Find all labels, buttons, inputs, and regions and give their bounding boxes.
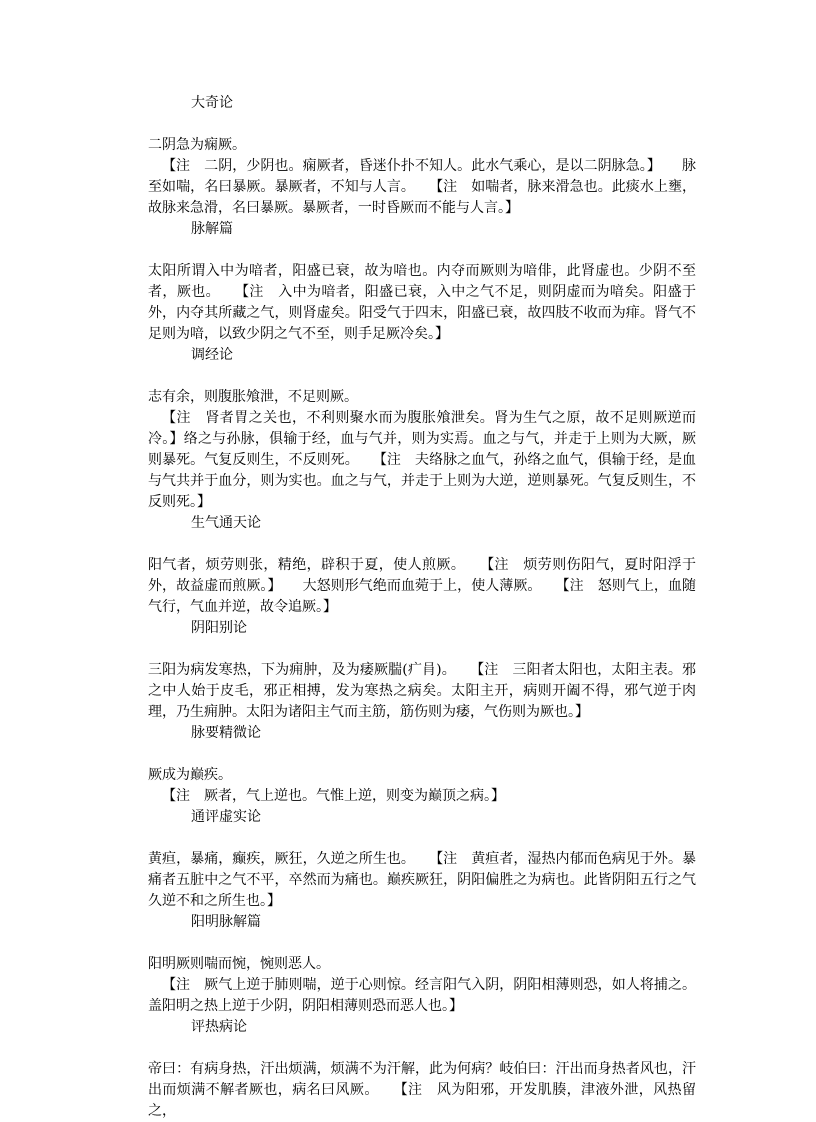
section-heading: 阴阳别论: [191, 620, 247, 636]
section-pingrebing: [148, 1017, 696, 1122]
section-yinyang-bie: [148, 618, 696, 723]
section-heading: 脉解篇: [191, 221, 233, 237]
section-maijie: [148, 219, 696, 345]
paragraph: 阳气者，烦劳则张，精绝，辟积于夏，使人煎厥。 【注 烦劳则伤阳气，夏时阳浮于外，故益虚而煎厥。】 大怒则形气绝而血菀于上，使人薄厥。 【注 怒则气上，血随气行，气血并逆，故令追厥。】: [148, 557, 696, 615]
blank-line: [148, 114, 696, 135]
section-heading: 脉要精微论: [191, 725, 261, 741]
blank-line: [148, 828, 696, 849]
section-tiaojing: [148, 345, 696, 513]
section-heading: 阳明脉解篇: [191, 914, 261, 930]
paragraph: 【注 厥气上逆于肺则喘，逆于心则惊。经言阳气入阴，阴阳相薄则恐，如人将捕之。盖阳明之热上逆于少阴，阴阳相薄则恐而恶人也。】: [148, 977, 696, 1014]
paragraph: 【注 肾者胃之关也，不利则聚水而为腹胀飧泄矣。肾为生气之原，故不足则厥逆而冷。】络之与孙脉，俱输于经，血与气并，则为实焉。血之与气，并走于上则为大厥，厥则暴死。气复反则生，不反则死。 【注 夫络脉之血气，孙络之血气，俱输于经，是血与气共并于血分，则为实也。血之与气，并走于上则为大逆，逆则暴死。气复反则生，不反则死。】: [148, 410, 696, 510]
paragraph: 三阳为病发寒热，下为痈肿，及为痿厥腨(疒肙)。 【注 三阳者太阳也，太阳主表。邪之中人始于皮毛，邪正相搏，发为寒热之病矣。太阳主开，病则开阖不得，邪气逆于肉理，乃生痈肿。太阳为诸阳主气而主筋，筋伤则为痿，气伤则为厥也。】: [148, 662, 696, 720]
section-heading: 调经论: [191, 347, 233, 363]
section-maiyao-jingwei: [148, 723, 696, 807]
section-daqi: [148, 93, 696, 219]
blank-line: [148, 240, 696, 261]
paragraph: 黄疸，暴痛，癫疾，厥狂，久逆之所生也。 【注 黄疸者，湿热内郁而色病见于外。暴痛者五脏中之气不平，卒然而为痛也。巅疾厥狂，阴阳偏胜之为病也。此皆阴阳五行之气久逆不和之所生也。】: [148, 851, 696, 909]
section-yangming-maijie: [148, 912, 696, 1017]
blank-line: [148, 933, 696, 954]
paragraph: 阳明厥则喘而惋，惋则恶人。: [148, 956, 330, 972]
paragraph: 二阴急为痫厥。: [148, 137, 246, 153]
section-shengqi-tongtian: [148, 513, 696, 618]
section-heading: 大奇论: [191, 95, 233, 111]
paragraph: 【注 厥者，气上逆也。气惟上逆，则变为巅顶之病。】: [162, 788, 505, 804]
paragraph: 帝曰：有病身热，汗出烦满，烦满不为汗解，此为何病？岐伯曰：汗出而身热者风也，汗出而烦满不解者厥也，病名曰风厥。 【注 风为阳邪，开发肌腠，津液外泄，风热留之，: [148, 1061, 696, 1119]
blank-line: [148, 744, 696, 765]
blank-line: [148, 366, 696, 387]
paragraph: 太阳所谓入中为喑者，阳盛已衰，故为喑也。内夺而厥则为喑俳，此肾虚也。少阴不至者，厥也。 【注 入中为喑者，阳盛已衰，入中之气不足，则阴虚而为喑矣。阳盛于外，内夺其所藏之气，则肾虚矣。阳受气于四末，阳盛已衰，故四肢不收而为痱。肾气不足则为喑，以致少阴之气不至，则手足厥冷矣。】: [148, 263, 696, 342]
blank-line: [148, 534, 696, 555]
section-heading: 通评虚实论: [191, 809, 261, 825]
section-heading: 生气通天论: [191, 515, 261, 531]
section-heading: 评热病论: [191, 1019, 247, 1035]
blank-line: [148, 639, 696, 660]
document-page: [148, 93, 696, 1122]
paragraph: 【注 二阴，少阴也。痫厥者，昏迷仆扑不知人。此水气乘心，是以二阴脉急。】 脉至如喘，名曰暴厥。暴厥者，不知与人言。 【注 如喘者，脉来滑急也。此痰水上壅，故脉来急滑，名曰暴厥。暴厥者，一时昏厥而不能与人言。】: [148, 158, 696, 216]
paragraph: 厥成为巅疾。: [148, 767, 232, 783]
paragraph: 志有余，则腹胀飧泄，不足则厥。: [148, 389, 358, 405]
section-tongping-xushi: [148, 807, 696, 912]
